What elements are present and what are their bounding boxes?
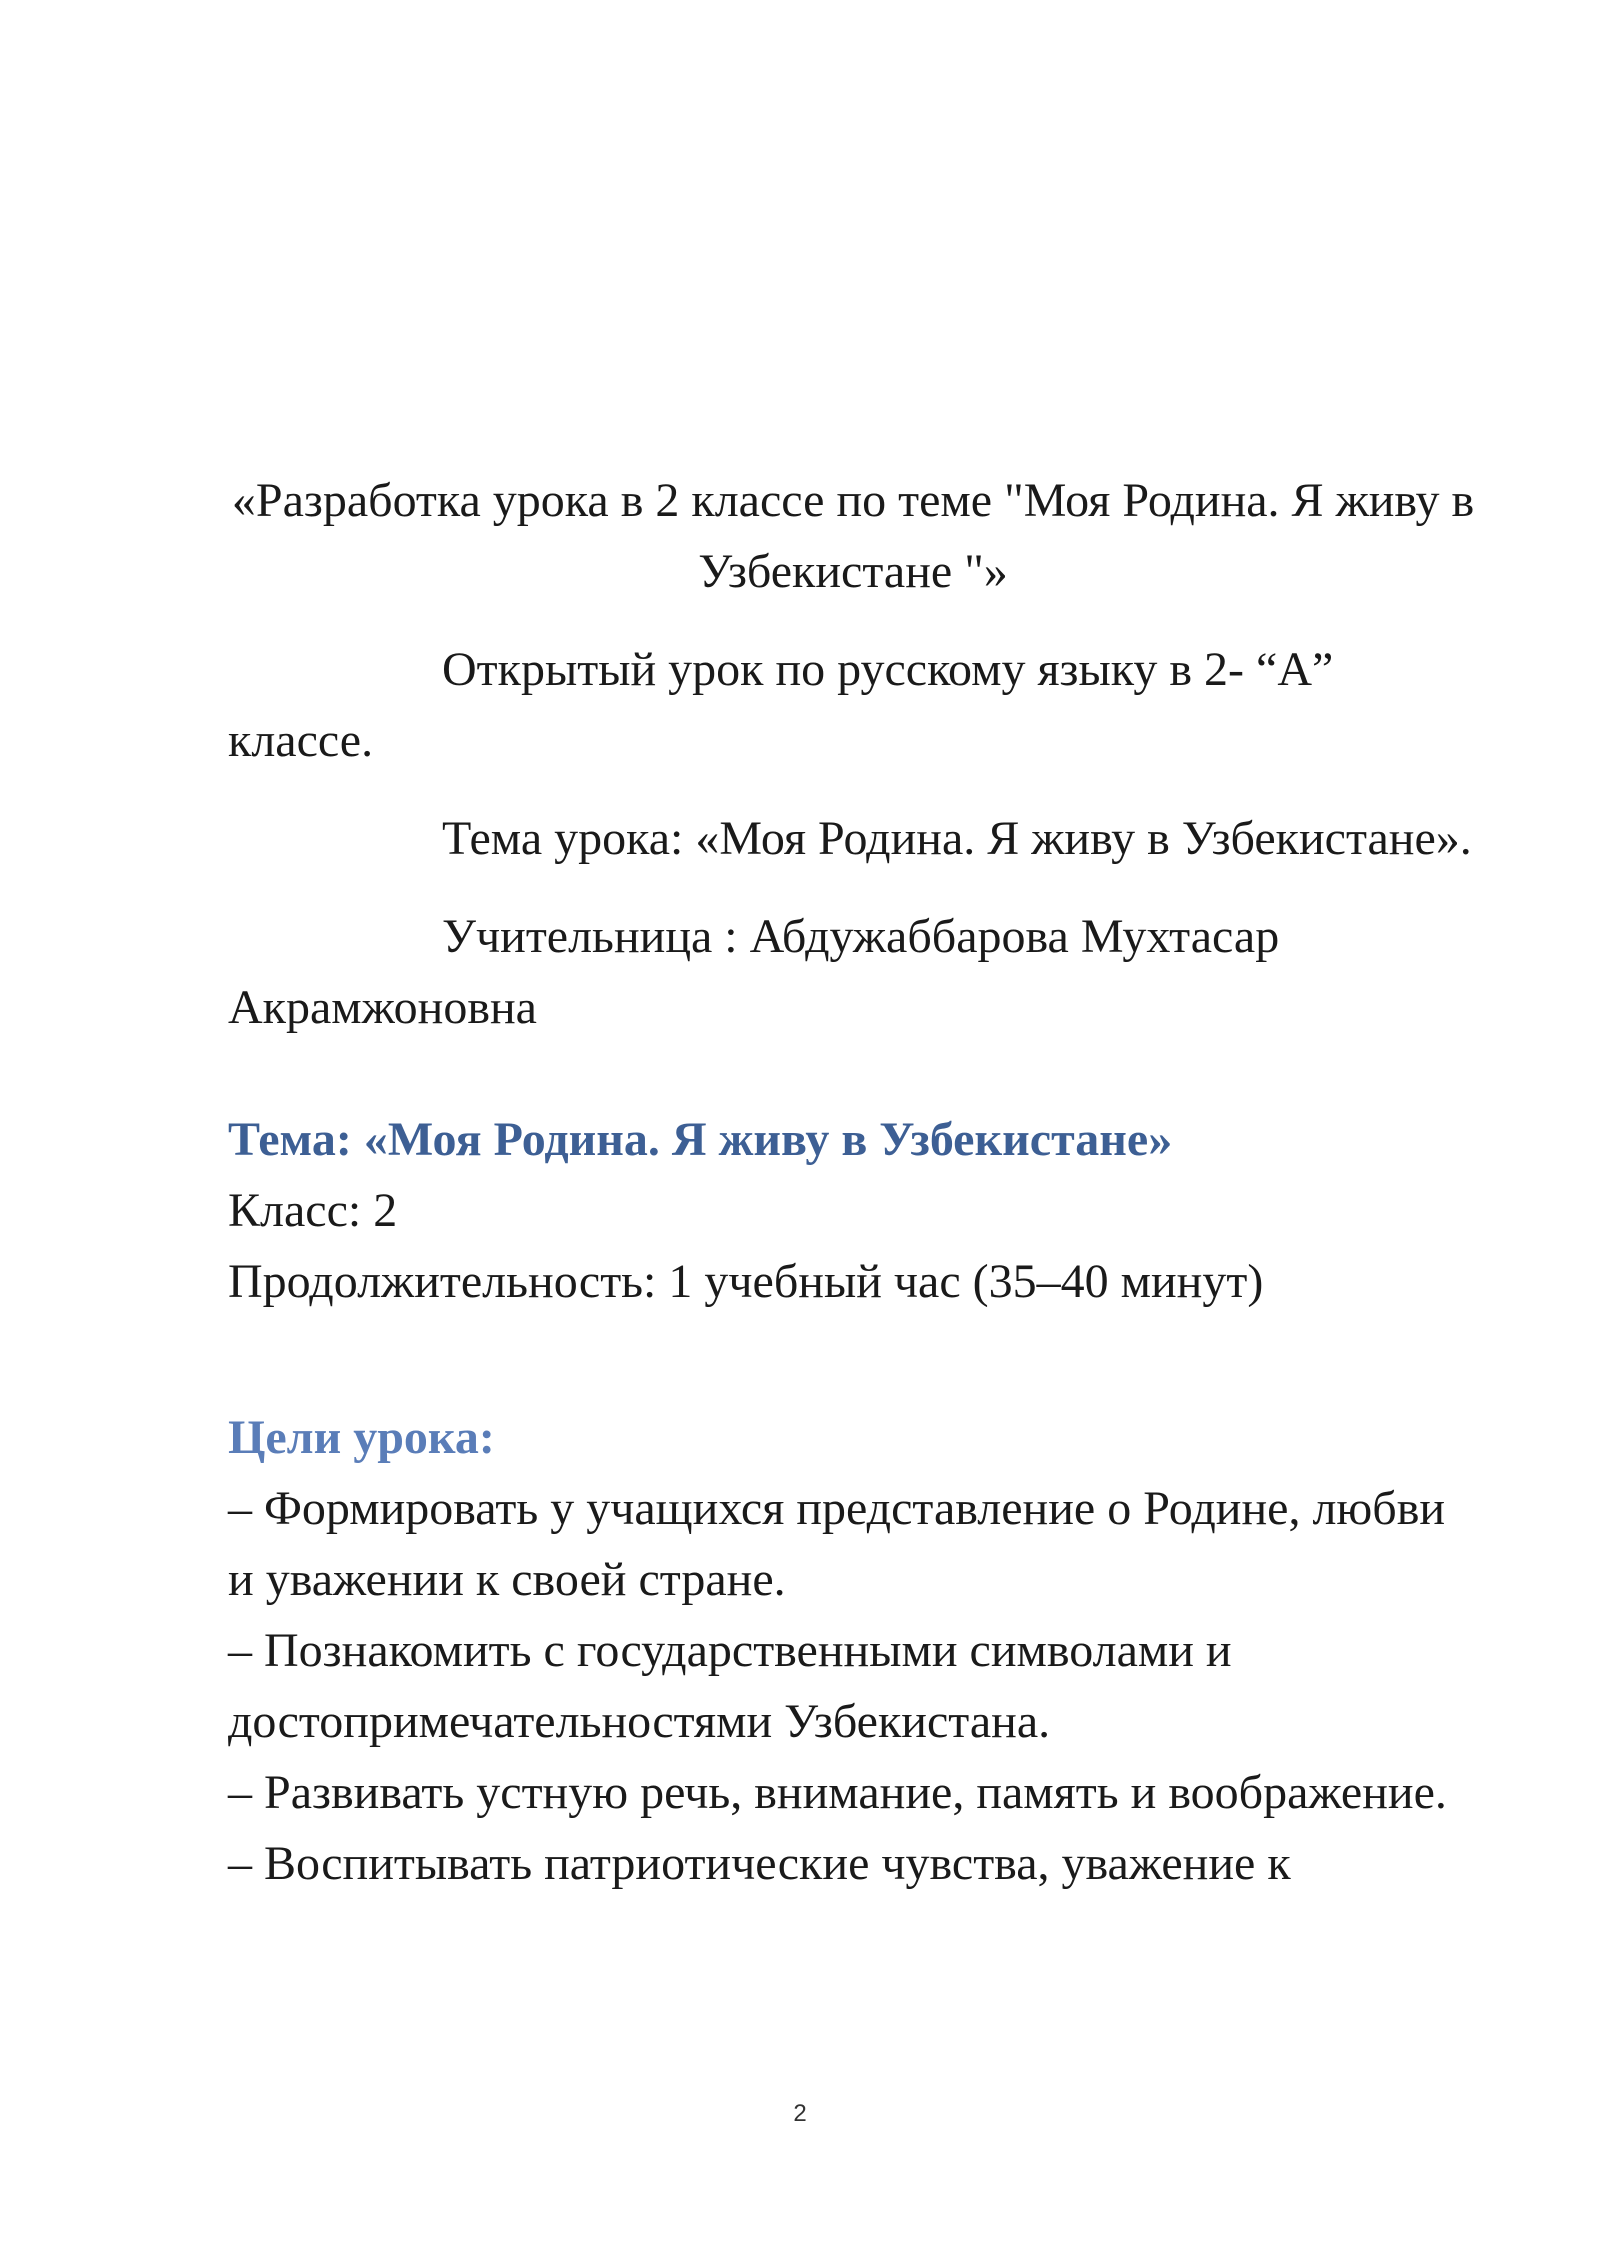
- spacer: [228, 1070, 1478, 1104]
- grade-line: Класс: 2: [228, 1184, 398, 1237]
- spacer: [228, 1317, 1478, 1402]
- goal-item: – Воспитывать патриотические чувства, уважение к: [228, 1837, 1291, 1890]
- page-number: 2: [793, 2100, 807, 2127]
- topic-heading: Тема: «Моя Родина. Я живу в Узбекистане»: [228, 1113, 1173, 1166]
- goal-item: – Познакомить с государственными символами и достопримечательностями Узбекистана.: [228, 1624, 1232, 1748]
- goals-heading: Цели урока:: [228, 1411, 495, 1464]
- document-body: [228, 465, 1478, 1899]
- teacher-paragraph: Учительница : Абдужаббарова Мухтасар Акрамжоновна: [228, 910, 1280, 1034]
- document-title: «Разработка урока в 2 классе по теме "Моя Родина. Я живу в Узбекистане "»: [231, 474, 1475, 598]
- open-lesson-paragraph: Открытый урок по русскому языку в 2- “А” классе.: [228, 643, 1334, 767]
- duration-line: Продолжительность: 1 учебный час (35–40 минут): [228, 1255, 1264, 1308]
- goal-item: – Развивать устную речь, внимание, память и воображение.: [228, 1766, 1447, 1819]
- goal-item: – Формировать у учащихся представление о Родине, любви и уважении к своей стране.: [228, 1482, 1446, 1606]
- lesson-topic-paragraph: Тема урока: «Моя Родина. Я живу в Узбекистане».: [442, 812, 1472, 865]
